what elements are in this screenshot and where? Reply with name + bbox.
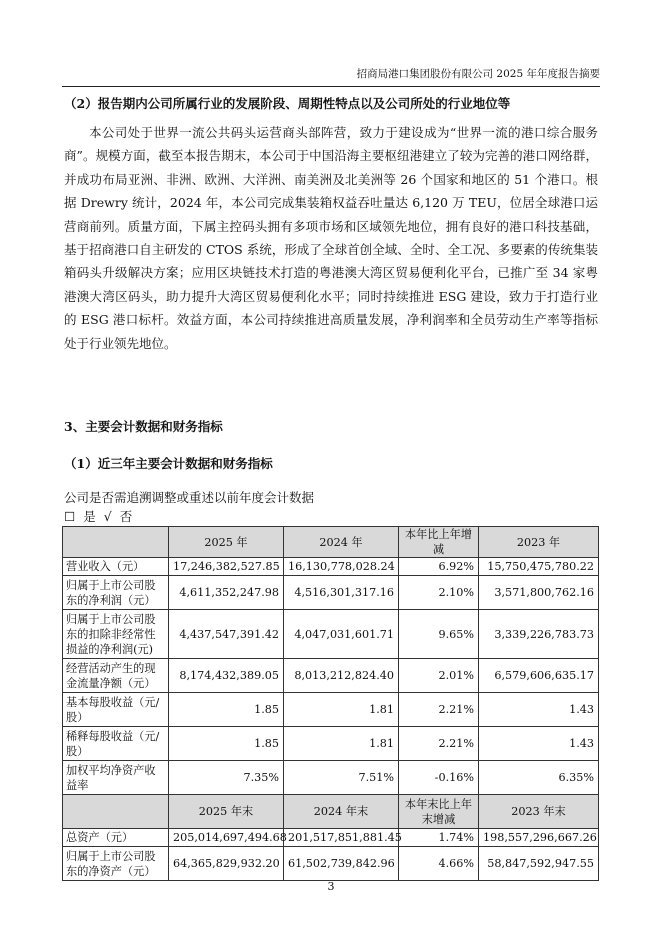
table-row: 基本每股收益（元/股） 1.85 1.81 2.21% 1.43 (63, 693, 599, 727)
header-change: 本年比上年增减 (399, 527, 479, 558)
restatement-question: 公司是否需追溯调整或重述以前年度会计数据 (64, 490, 315, 505)
header-2025-end: 2025 年末 (169, 795, 284, 829)
table-row: 加权平均净资产收益率 7.35% 7.51% -0.16% 6.35% (63, 761, 599, 795)
choice-no-label: 否 (119, 509, 133, 524)
checkbox-icon: ☐ (64, 509, 76, 524)
table-row: 经营活动产生的现金流量净额（元） 8,174,432,389.05 8,013,212,824.40 2.01% 6,579,606,635.17 (63, 659, 599, 693)
section-3-title: 3、主要会计数据和财务指标 (64, 419, 223, 434)
table-row: 营业收入（元） 17,246,382,527.85 16,130,778,028.24 6.92% 15,750,475,780.22 (63, 558, 599, 576)
header-change-end: 本年末比上年末增减 (399, 795, 479, 829)
table-row: 归属于上市公司股东的扣除非经常性损益的净利润(元) 4,437,547,391.42 4,047,031,601.71 9.65% 3,339,226,783.73 (63, 610, 599, 659)
industry-position-paragraph: 本公司处于世界一流公共码头运营商头部阵营，致力于建设成为“世界一流的港口综合服务商”。规模方面，截至本报告期末，本公司于中国沿海主要枢纽港建立了较为完善的港口网络群，并成功布局亚洲、非洲、欧洲、大洋洲、南美洲及北美洲等 26 个国家和地区的 51 个港口。根据 Drewry 统计，2024 年，本公司完成集装箱权益吞吐量达 6,120 万 TEU，位居全球港口运营商前列。质量方面，下属主控码头拥有多项市场和区域领先地位，拥有良好的港口科技基础，基于招商港口自主研发的 CTOS 系统，形成了全球首创全域、全时、全工况、多要素的传统集装箱码头升级解决方案；应用区块链技术打造的粤港澳大湾区贸易便利化平台，已推广至 34 家粤港澳大湾区码头，助力提升大湾区贸易便利化水平；同时持续推进 ESG 建设，致力于打造行业的 ESG 港口标杆。效益方面，本公司持续推进高质量发展，净利润率和全员劳动生产率等指标处于行业领先地位。 (64, 125, 598, 351)
choice-yes-label: 是 (83, 509, 96, 524)
section-2-title: （2）报告期内公司所属行业的发展阶段、周期性特点以及公司所处的行业地位等 (64, 96, 511, 111)
section-3-1-title: （1）近三年主要会计数据和财务指标 (64, 456, 273, 471)
table-row: 稀释每股收益（元/股） 1.85 1.81 2.21% 1.43 (63, 727, 599, 761)
table-header-row-year-end (63, 795, 599, 829)
document-header: 招商局港口集团股份有限公司 2025 年年度报告摘要 (62, 66, 600, 87)
checkmark-icon: √ (103, 509, 112, 524)
table-row: 总资产（元） 205,014,697,494.68 201,517,851,881.45 1.74% 198,557,296,667.26 (63, 829, 599, 847)
header-2023: 2023 年 (479, 527, 599, 558)
header-2025: 2025 年 (169, 527, 284, 558)
table-row: 归属于上市公司股东的净利润（元） 4,611,352,247.98 4,516,301,317.16 2.10% 3,571,800,762.16 (63, 576, 599, 610)
page-number: 3 (327, 880, 335, 893)
financial-data-table (62, 526, 599, 881)
header-2024-end: 2024 年末 (284, 795, 399, 829)
restatement-choice (64, 507, 140, 525)
header-2023-end: 2023 年末 (479, 795, 599, 829)
table-row: 归属于上市公司股东的净资产（元） 64,365,829,932.20 61,502,739,842.96 4.66% 58,847,592,947.55 (63, 847, 599, 881)
header-2024: 2024 年 (284, 527, 399, 558)
table-header-row-years (63, 527, 599, 558)
